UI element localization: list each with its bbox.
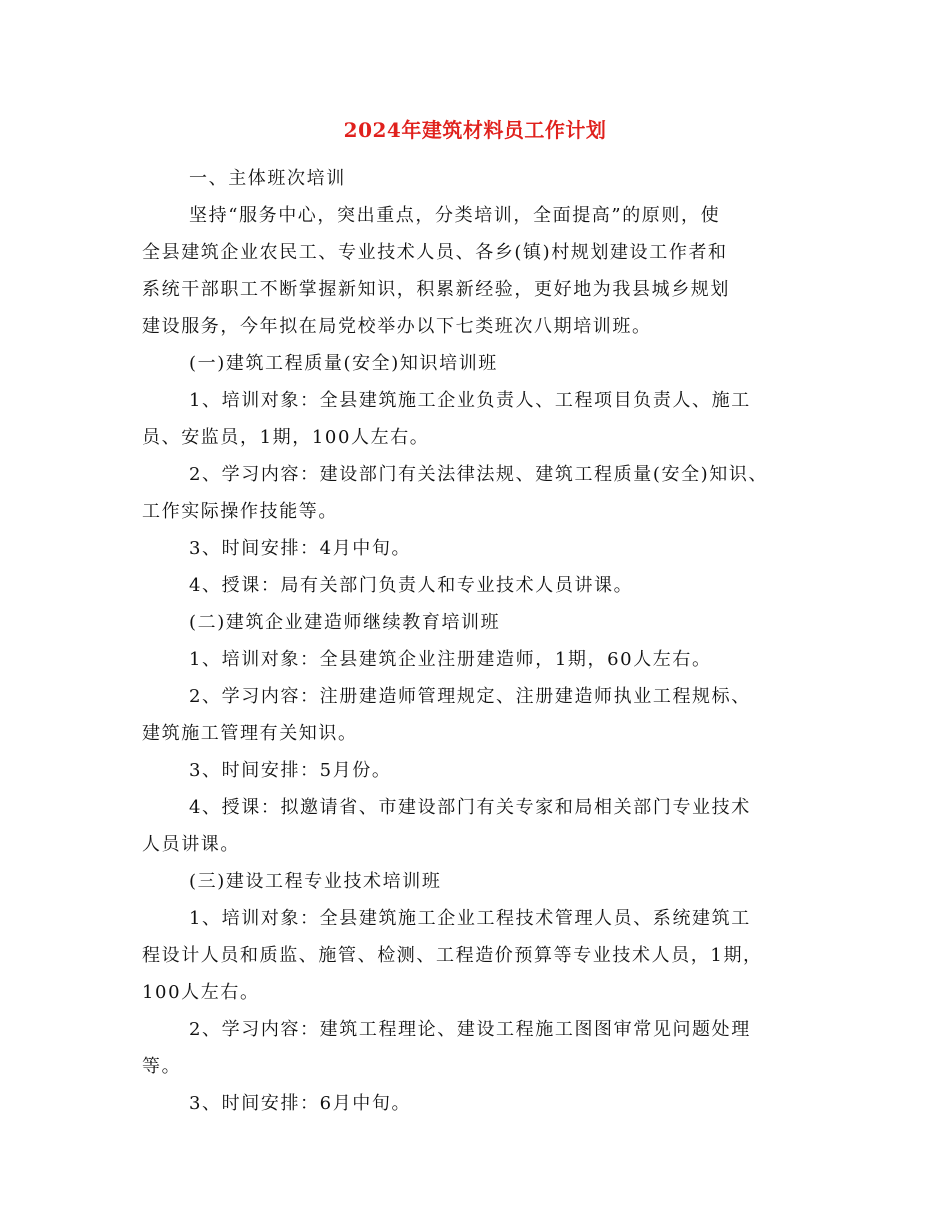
text-line: 3、时间安排：5月份。 bbox=[189, 760, 392, 781]
text-line: (一)建筑工程质量(安全)知识培训班 bbox=[189, 353, 498, 374]
document-body bbox=[142, 160, 822, 1122]
text-line: 3、时间安排：6月中旬。 bbox=[189, 1093, 412, 1114]
text-line: 等。 bbox=[142, 1056, 182, 1077]
text-line: 2、学习内容：建设部门有关法律法规、建筑工程质量(安全)知识、 bbox=[189, 464, 769, 485]
text-line: 工作实际操作技能等。 bbox=[142, 501, 338, 522]
document-title: 2024年建筑材料员工作计划 bbox=[343, 118, 607, 142]
text-line: 坚持“服务中心，突出重点，分类培训，全面提高”的原则，使 bbox=[189, 205, 721, 226]
text-line: 3、时间安排：4月中旬。 bbox=[189, 538, 412, 559]
text-line: 一、主体班次培训 bbox=[189, 168, 346, 189]
text-line: 2、学习内容：建筑工程理论、建设工程施工图图审常见问题处理 bbox=[189, 1019, 751, 1040]
text-line: 人员讲课。 bbox=[142, 834, 240, 855]
text-line: 建设服务，今年拟在局党校举办以下七类班次八期培训班。 bbox=[142, 316, 652, 337]
text-line: 1、培训对象：全县建筑施工企业工程技术管理人员、系统建筑工 bbox=[189, 908, 751, 929]
text-line: 程设计人员和质监、施管、检测、工程造价预算等专业技术人员，1期， bbox=[142, 945, 763, 966]
text-line: 1、培训对象：全县建筑施工企业负责人、工程项目负责人、施工 bbox=[189, 390, 751, 411]
text-line: 4、授课：拟邀请省、市建设部门有关专家和局相关部门专业技术 bbox=[189, 797, 751, 818]
text-line: 建筑施工管理有关知识。 bbox=[142, 723, 358, 744]
text-line: 1、培训对象：全县建筑企业注册建造师，1期，60人左右。 bbox=[189, 649, 712, 670]
text-line: 4、授课：局有关部门负责人和专业技术人员讲课。 bbox=[189, 575, 634, 596]
text-line: 2、学习内容：注册建造师管理规定、注册建造师执业工程规标、 bbox=[189, 686, 751, 707]
text-line: 全县建筑企业农民工、专业技术人员、各乡(镇)村规划建设工作者和 bbox=[142, 242, 728, 263]
text-line: 系统干部职工不断掌握新知识，积累新经验，更好地为我县城乡规划 bbox=[142, 279, 730, 300]
text-line: 员、安监员，1期，100人左右。 bbox=[142, 427, 430, 448]
text-line: (二)建筑企业建造师继续教育培训班 bbox=[189, 612, 501, 633]
text-line: (三)建设工程专业技术培训班 bbox=[189, 871, 442, 892]
text-line: 100人左右。 bbox=[142, 982, 260, 1003]
